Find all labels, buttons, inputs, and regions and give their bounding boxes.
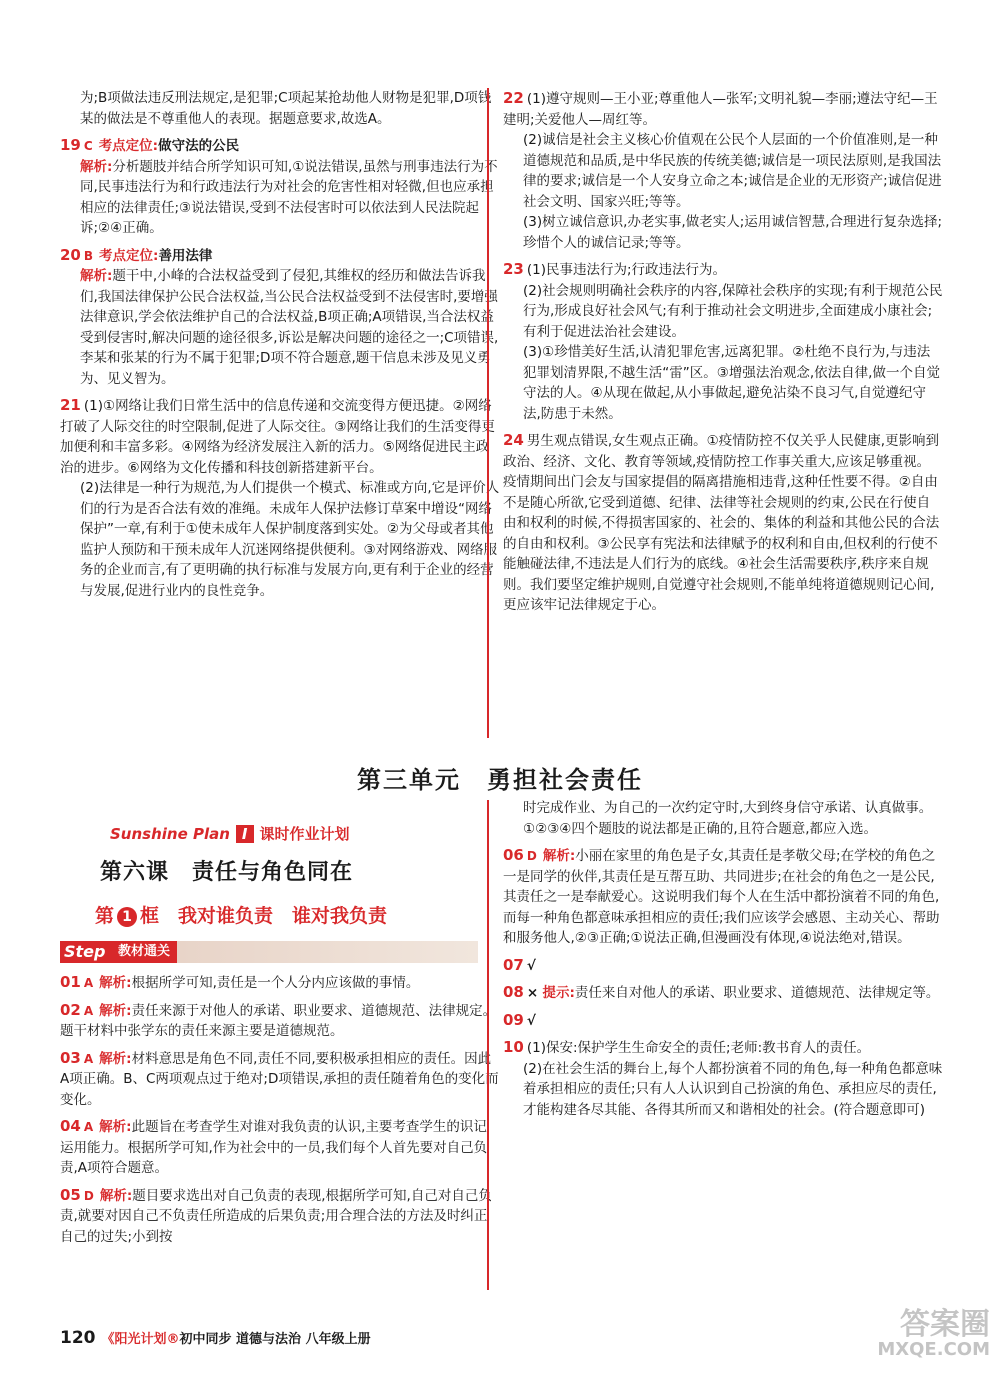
- q22: 22 (1)遵守规则—王小亚;尊重他人—张军;文明礼貌—李丽;遵法守纪—王建明;关爱他人—周红等。 (2)诚信是社会主义核心价值观在公民个人层面的一个价值准则,是一种道德规范和品质,是中华民族的传统美德;诚信是一项民法原则,是我国法律的要求;诚信是一个人安身立命之本;诚信是企业的无形资产;诚信促进社会文明、国家兴旺;等等。 (3)树立诚信意识,办老实事,做老实人;运用诚信智慧,合理进行复杂选择;珍惜个人的诚信记录;等等。: [503, 89, 943, 251]
- q06: 06 D 解析:小丽在家里的角色是子女,其责任是孝敬父母;在学校的角色之一是同学的伙伴,其责任是互帮互助、共同进步;在社会的角色之一是公民,其责任之一是奉献爱心。这说明我们每个人在生活中都扮演着不同的角色,而每一种角色都意味承担相应的责任;我们应该学会感恩、主动关心、帮助和服务他人,②③正确;①说法正确,但漫画没有体现,④说法绝对,错误。: [503, 846, 940, 946]
- q21: 21 (1)①网络让我们日常生活中的信息传递和交流变得方便迅捷。②网络打破了人际交往的时空限制,促进了人际交往。③网络让我们的生活变得更加便利和丰富多彩。④网络为经济发展注入新的活力。⑤网络促进民主政治的进步。⑥网络为文化传播和科技创新搭建新平台。 (2)法律是一种行为规范,为人们提供一个模式、标准或方向,它是评价人们的行为是否合法有效的准绳。未成年人保护法修订草案中增设“网络保护”一章,有利于①使未成年人保护制度落到实处。②为父母或者其他监护人预防和干预未成年人沉迷网络提供便利。③对网络游戏、网络服务的企业而言,有了更明确的执行标准与发展方向,更有利于企业的经营与发展,促进行业内的良性竞争。: [60, 396, 500, 599]
- page-number: 120: [60, 1328, 96, 1348]
- q20-analysis: 解析:题干中,小峰的合法权益受到了侵犯,其维权的经历和做法告诉我们,我国法律保护公民合法权益,当公民合法权益受到不法侵害时,要增强法律意识,学会依法维护自己的合法权益,B项正确;A项错误,当合法权益受到侵害时,解决问题的途径很多,诉讼是解决问题的途径之一;C项错误,李某和张某的行为不属于犯罪;D项不符合题意,题干信息未涉及见义勇为、见义智为。: [80, 268, 499, 387]
- q23: 23 (1)民事违法行为;行政违法行为。 (2)社会规则明确社会秩序的内容,保障社会秩序的实现;有利于规范公民行为,形成良好社会风气;有利于推动社会文明进步,全面建成小康社会;有利于促进法治社会建设。 (3)①珍惜美好生活,认清犯罪危害,远离犯罪。②杜绝不良行为,与违法犯罪划清界限,不越生活“雷”区。③增强法治观念,依法自律,做一个自觉守法的人。④从现在做起,从小事做起,避免沾染不良习气,自觉遵纪守法,防患于未然。: [503, 260, 943, 422]
- page-footer: 120 《阳光计划®初中同步 道德与法治 八年级上册: [60, 1328, 371, 1348]
- left-column-top: [60, 88, 500, 607]
- q09: 09 √: [503, 1010, 536, 1029]
- q07: 07 √: [503, 955, 536, 974]
- column-divider-top: [487, 88, 489, 738]
- q01: 01 A 解析:根据所学可知,责任是一个人分内应该做的事情。: [60, 973, 420, 991]
- step-bar: Step 教材通关: [60, 941, 478, 963]
- q02: 02 A 解析:责任来源于对他人的承诺、职业要求、道德规范、法律规定。题干材料中张学东的责任来源主要是道德规范。: [60, 1000, 497, 1039]
- frame-title: 第 1 框 我对谁负责 谁对我负责: [95, 905, 388, 927]
- watermark-logo: 答案圈 MXQE.COM: [877, 1307, 990, 1360]
- unit-title: 第三单元 勇担社会责任: [357, 765, 643, 794]
- q05-continuation: 时完成作业、为自己的一次约定守时,大到终身信守承诺、认真做事。①②③④四个题肢的说法都是正确的,且符合题意,都应入选。: [523, 800, 933, 837]
- q19-analysis: 解析:分析题肢并结合所学知识可知,①说法错误,虽然与刑事违法行为不同,民事违法行为和行政违法行为对社会的危害性相对轻微,但也应承担相应的法律责任;③说法错误,受到不法侵害时可以依法到人民法院起诉;②④正确。: [80, 158, 498, 236]
- brand-name: 《阳光计划®: [101, 1332, 180, 1347]
- q19: 19 C 考点定位:做守法的公民 解析:分析题肢并结合所学知识可知,①说法错误,虽然与刑事违法行为不同,民事违法行为和行政违法行为对社会的危害性相对轻微,但也应承担相应的法律责任;③说法错误,受到不法侵害时可以依法到人民法院起诉;②④正确。: [60, 135, 500, 239]
- left-column-bottom: [60, 972, 500, 1253]
- column-divider-bottom: [487, 800, 489, 1290]
- q20: 20 B 考点定位:善用法律 解析:题干中,小峰的合法权益受到了侵犯,其维权的经历和做法告诉我们,我国法律保护公民合法权益,当公民合法权益受到不法侵害时,要增强法律意识,学会依法维护自己的合法权益,B项正确;A项错误,当合法权益受到侵害时,解决问题的途径很多,诉讼是解决问题的途径之一;C项错误,李某和张某的行为不属于犯罪;D项不符合题意,题干信息未涉及见义勇为、见义智为。: [60, 245, 500, 390]
- right-column-bottom: [503, 798, 943, 1126]
- q04: 04 A 解析:此题旨在考查学生对谁对我负责的认识,主要考查学生的识记运用能力。根据所学可知,作为社会中的一员,我们每个人首先要对自己负责,A项符合题意。: [60, 1117, 488, 1176]
- q18-continuation: 为;B项做法违反刑法规定,是犯罪;C项起某抢劫他人财物是犯罪,D项钱某的做法是不尊重他人的表现。据题意要求,故选A。: [80, 90, 492, 127]
- plan-banner: Sunshine Plan I 课时作业计划: [110, 825, 350, 843]
- q08: 08 × 提示:责任来自对他人的承诺、职业要求、道德规范、法律规定等。: [503, 983, 940, 1001]
- right-column-top: [503, 88, 943, 622]
- lesson-title: 第六课 责任与角色同在: [100, 859, 354, 885]
- q05: 05 D 解析:题目要求选出对自己负责的表现,根据所学可知,自己对自己负责,就要对因自己不负责任所造成的后果负责;用合理合法的方法及时纠正自己的过失;小到按: [60, 1185, 492, 1245]
- q24: 24 男生观点错误,女生观点正确。①疫情防控不仅关乎人民健康,更影响到政治、经济、文化、教育等领域,疫情防控工作事关重大,应该足够重视。疫情期间出门会友与国家提倡的隔离措施相违背,这种任性要不得。②自由不是随心所欲,它受到道德、纪律、法律等社会规则的约束,公民在行使自由和权利的时候,不得损害国家的、社会的、集体的利益和其他公民的合法的自由和权利。③公民享有宪法和法律赋予的权利和自由,但权利的行使不能触碰法律,不违法是人们行为的底线。④社会生活需要秩序,秩序来自规则。我们要坚定维护规则,自觉遵守社会规则,不能单纯将道德规则记心间,更应该牢记法律规定于心。: [503, 431, 940, 613]
- q10: 10 (1)保安:保护学生生命安全的责任;老师:教书育人的责任。 (2)在社会生活的舞台上,每个人都扮演着不同的角色,每一种角色都意味着承担相应的责任;只有人人认识到自己扮演的角色、承担应尽的责任,才能构建各尽其能、各得其所而又和谐相处的社会。(符合题意即可): [503, 1038, 943, 1118]
- q03: 03 A 解析:材料意思是角色不同,责任不同,要积极承担相应的责任。因此A项正确。B、C两项观点过于绝对;D项错误,承担的责任随着角色的变化而变化。: [60, 1048, 499, 1108]
